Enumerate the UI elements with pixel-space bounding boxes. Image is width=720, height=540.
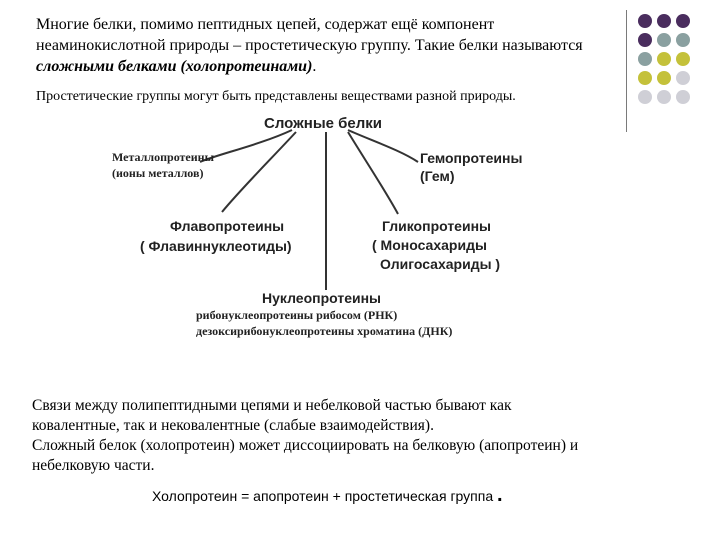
glyco-note-2: Олигосахариды ): [380, 256, 501, 272]
bonds-line-2: ковалентные, так и нековалентные (слабые взаимодействия).: [32, 417, 434, 434]
flavo-title: Флавопротеины: [170, 218, 285, 234]
formula-period: .: [497, 484, 503, 506]
bonds-line-1: Связи между полипептидными цепями и небелковой частью бывают как: [32, 397, 512, 414]
connector-flavo: [222, 132, 296, 212]
diagram-root: Сложные белки: [264, 115, 383, 132]
bonds-line-4: небелковую части.: [32, 457, 155, 474]
formula-text: Холопротеин = апопротеин + простетическая группа: [152, 488, 494, 504]
intro-end: .: [312, 58, 317, 75]
gemo-title: Гемопротеины: [420, 150, 523, 166]
glyco-note-1: ( Моносахариды: [372, 237, 487, 253]
nucleo-note-1: рибонуклеопротеины рибосом (РНК): [196, 308, 398, 322]
gemo-note: (Гем): [420, 168, 455, 184]
holoprotein-formula: [152, 484, 503, 507]
bonds-line-3: Сложный белок (холопротеин) может диссоциировать на белковую (апопротеин) и: [32, 437, 579, 454]
metallo-title: Металлопротеины: [112, 150, 214, 164]
flavo-note: ( Флавиннуклеотиды): [140, 238, 292, 254]
connector-glyco: [348, 132, 398, 214]
nucleo-title: Нуклеопротеины: [262, 290, 381, 306]
connector-gemo: [348, 130, 418, 162]
metallo-note: (ионы металлов): [112, 166, 204, 180]
prosthetic-groups-line: Простетические группы могут быть представлены веществами разной природы.: [36, 89, 516, 104]
nucleo-note-2: дезоксирибонуклеопротеины хроматина (ДНК): [196, 324, 453, 338]
intro-text: Многие белки, помимо пептидных цепей, содержат ещё компонент неаминокислотной природы – простетическую группу. Такие белки называются: [36, 16, 583, 54]
intro-emphasis: сложными белками (холопротеинами): [36, 58, 313, 75]
bonds-paragraph: [32, 396, 692, 476]
glyco-title: Гликопротеины: [382, 218, 491, 234]
